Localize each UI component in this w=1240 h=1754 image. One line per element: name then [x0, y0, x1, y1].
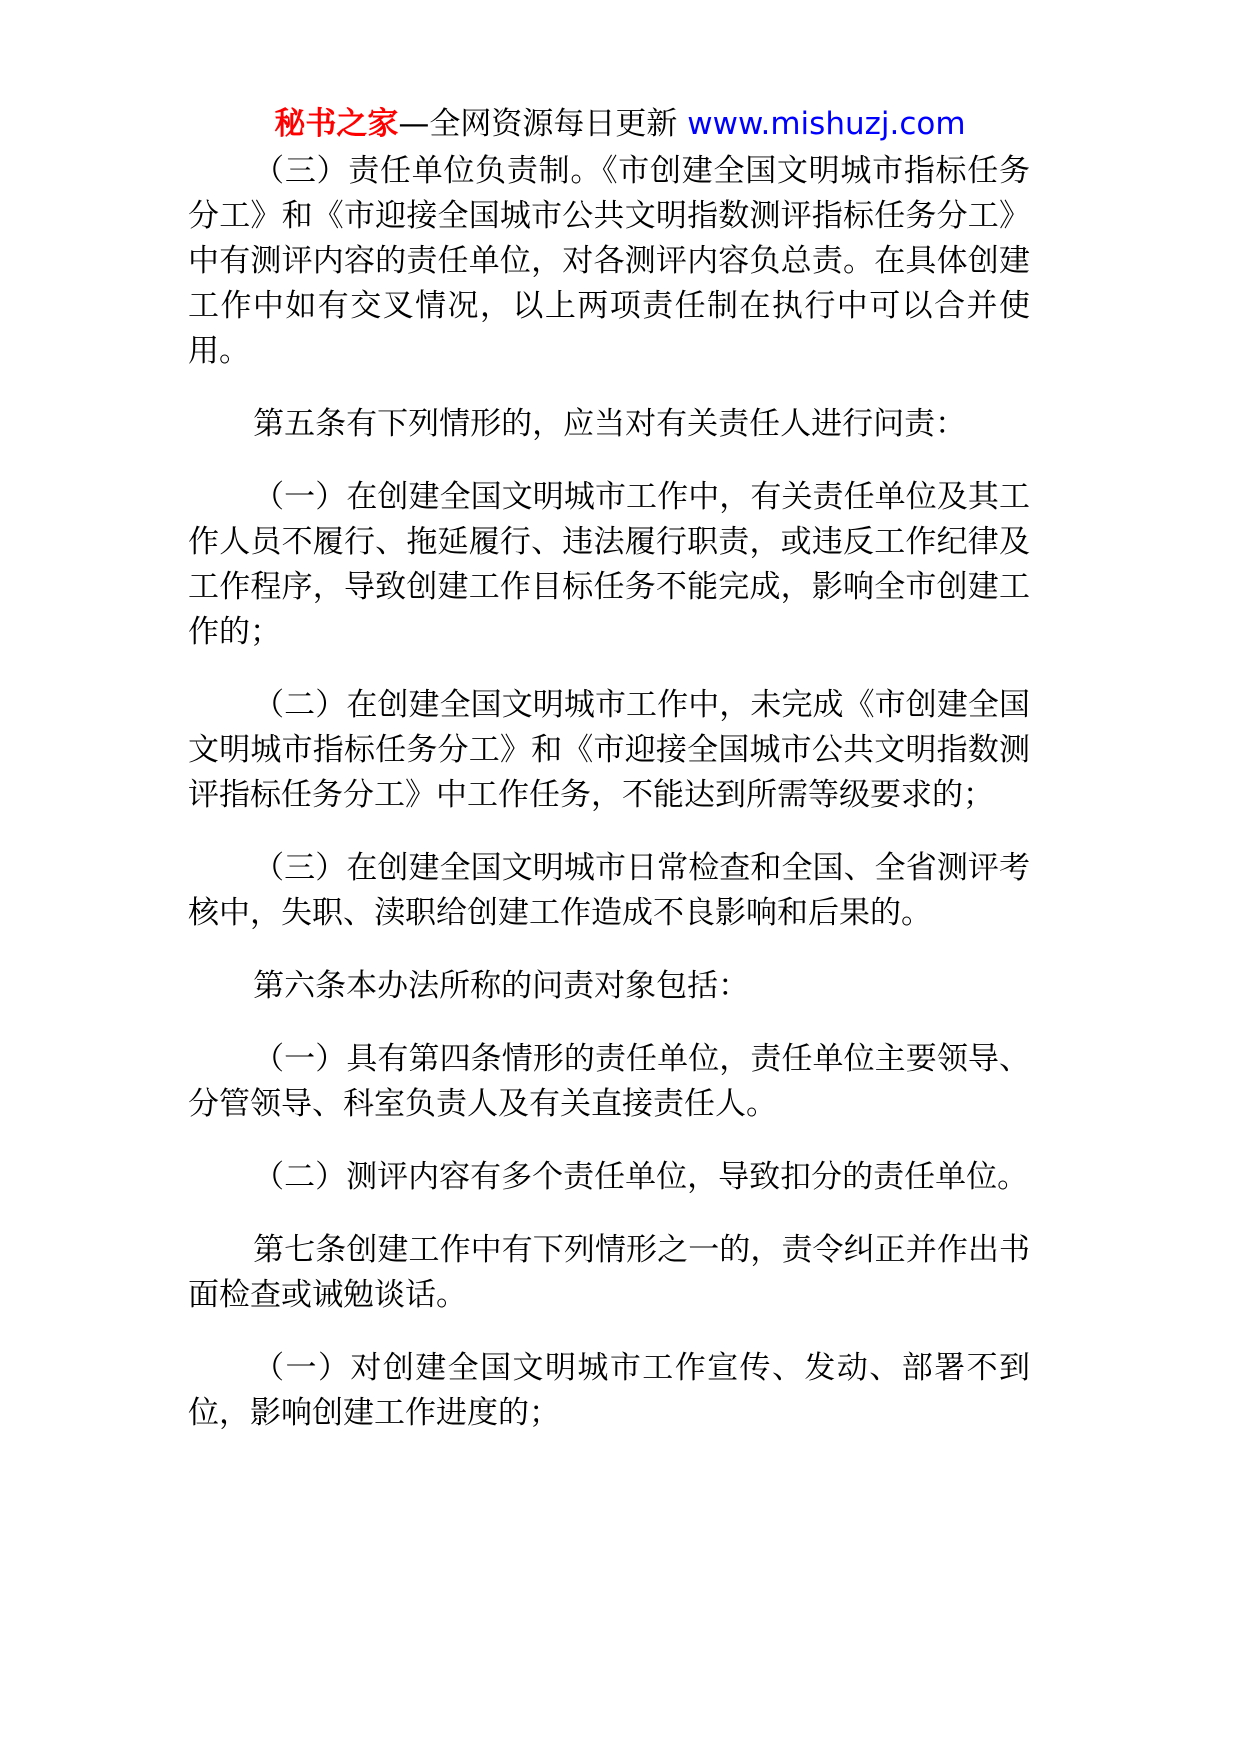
brand-name: 秘书之家	[274, 106, 399, 142]
website-link[interactable]: www.mishuzj.com	[687, 106, 966, 142]
document-body	[188, 149, 1030, 1464]
paragraph-article-5-item-3: （三）在创建全国文明城市日常检查和全国、全省测评考核中，失职、渎职给创建工作造成不良影响和后果的。	[188, 850, 1030, 931]
header-slogan: —全网资源每日更新	[398, 106, 688, 142]
page-header	[0, 102, 1240, 146]
paragraph-article-5-item-1: （一）在创建全国文明城市工作中，有关责任单位及其工作人员不履行、拖延履行、违法履行职责，或违反工作纪律及工作程序，导致创建工作目标任务不能完成，影响全市创建工作的；	[188, 479, 1030, 650]
paragraph-article-7-item-1: （一）对创建全国文明城市工作宣传、发动、部署不到位，影响创建工作进度的；	[188, 1350, 1030, 1431]
paragraph-article-5: 第五条有下列情形的，应当对有关责任人进行问责：	[253, 406, 967, 442]
paragraph-article-6-item-2: （二）测评内容有多个责任单位，导致扣分的责任单位。	[253, 1159, 1029, 1195]
paragraph-article-6-item-1: （一）具有第四条情形的责任单位，责任单位主要领导、分管领导、科室负责人及有关直接责任人。	[188, 1041, 1030, 1122]
paragraph-article-5-item-2: （二）在创建全国文明城市工作中，未完成《市创建全国文明城市指标任务分工》和《市迎接全国城市公共文明指数测评指标任务分工》中工作任务，不能达到所需等级要求的；	[188, 687, 1030, 813]
paragraph-article-6: 第六条本办法所称的问责对象包括：	[253, 968, 750, 1004]
paragraph-article-7: 第七条创建工作中有下列情形之一的，责令纠正并作出书面检查或诫勉谈话。	[188, 1232, 1030, 1313]
paragraph-responsibility-system: （三）责任单位负责制。《市创建全国文明城市指标任务分工》和《市迎接全国城市公共文明指数测评指标任务分工》中有测评内容的责任单位，对各测评内容负总责。在具体创建工作中如有交叉情况，以上两项责任制在执行中可以合并使用。	[188, 153, 1030, 369]
